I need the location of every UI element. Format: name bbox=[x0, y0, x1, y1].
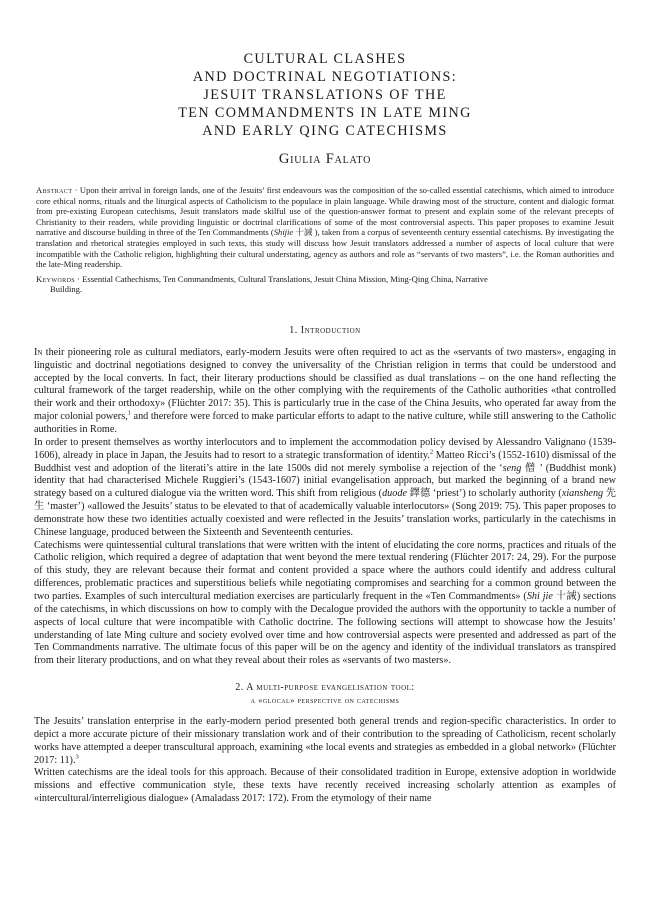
keywords-label: Keywords bbox=[36, 273, 76, 284]
keywords-text: Essential Cathechisms, Ten Commandments, Cultural Translations, Jesuit China Mission, Ming-Qing China, Narrative bbox=[82, 273, 488, 284]
keywords-separator: · bbox=[75, 273, 83, 284]
paragraph bbox=[34, 767, 616, 806]
section-1-body bbox=[34, 347, 616, 668]
text-run: Matteo Ricci’s (1552-1610) dismissal of the Buddhist vest and adoption of the literati’s attire in the late 1500s did not merely symbolise a rejection of the ‘ bbox=[34, 449, 616, 474]
section-heading bbox=[34, 682, 616, 706]
title-line: JESUIT TRANSLATIONS OF THE bbox=[203, 87, 447, 103]
text-run: Catechisms were quintessential cultural translations that were written with the intent of elucidating the core norms, practices and rituals of the Catholic religion, which required a degree of adaptation that went beyond the mere textual rendering (Flüchter 2017: 24, 29). For the purpose of this study, they are relevant because their format and content provided a space where the authors could identify and address cultural differences, problematic practices and superstitious beliefs while negotiating compromises and searching for a common ground between the two parties. Examples of such intercultural mediation exercises are particularly frequent in the «Ten Commandments» ( bbox=[34, 539, 616, 602]
section-heading-subtitle: a «glocal» perspective on catechisms bbox=[250, 695, 400, 706]
abstract-term: Shijie bbox=[273, 227, 294, 238]
keywords bbox=[34, 274, 616, 295]
title-line: AND DOCTRINAL NEGOTIATIONS: bbox=[192, 69, 458, 85]
title-line: CULTURAL CLASHES bbox=[243, 51, 407, 67]
author-name: Giulia Falato bbox=[278, 151, 372, 167]
abstract-text: 十誡 ), taken from a corpus of seventeenth century essential catechisms. By investigating the translation and rhetorical strategies employed in such texts, this study will discuss how Jesuit translators addressed a number of aspects of local culture that were incompatible with the Catholic religion, highlighting their cultural understating, agency as authors and role as “servants of two masters”, i.e. the Roman authorities and the late-Ming readership. bbox=[36, 227, 614, 270]
article-title bbox=[34, 50, 616, 140]
text-run: 鐸德 ‘priest’) to scholarly authority ( bbox=[406, 488, 562, 500]
term: duode bbox=[382, 488, 407, 500]
footnote-ref[interactable]: 3 bbox=[75, 753, 79, 761]
section-2-body bbox=[34, 716, 616, 806]
footnote-ref[interactable]: 2 bbox=[429, 448, 434, 456]
paragraph bbox=[34, 347, 616, 437]
text-run: In order to present themselves as worthy interlocutors and to implement the accommodation policy devised by Alessandro Valignano (1539-1606), already in place in Japan, the Jesuits had to resort to a strategic transformation of identity. bbox=[34, 436, 616, 461]
abstract-text: Upon their arrival in foreign lands, one of the Jesuits’ first endeavours was the composition of the so-called essential catechisms, which aimed to introduce core ethical norms, rituals and the liturgical aspects of Catholicism to the populace in plain language. While drawing most of the structure, content and dialogic format from pre-existing European catechisms, Jesuit translators made skilful use of the question-answer format to present and explain some of the relevant precepts of Christianity to their readers, while providing linguistic or doctrinal clarifications of some of the most controversial aspects. This paper proposes to examine Jesuit narrative and discourse building in three of the Ten Commandments ( bbox=[36, 185, 614, 238]
term: xiansheng bbox=[561, 488, 604, 500]
keywords-text-cont: Building. bbox=[50, 284, 83, 295]
title-line: AND EARLY QING CATECHISMS bbox=[202, 123, 448, 139]
paragraph bbox=[34, 437, 616, 540]
text-run: 十誡) sections of the catechisms, in which discussions on how to comply with the Decalogue provided the authors with the opportunity to tackle a number of aspects of local culture that were incompatible with Catholic doctrine. The following sections will attempt to showcase how the Jesuits’ understanding of late Ming culture and society evolved over time and how controversial aspects were presented and addressed as part of the Ten Commandments narrative. The ultimate focus of this paper will be on the agency and identity of the individual translators as transpired from their literary productions, and on what they reveal about their roles as «servants of two masters». bbox=[34, 590, 617, 667]
section-heading-title: 2. A multi-purpose evangelisation tool: bbox=[235, 682, 415, 694]
term: seng bbox=[502, 462, 522, 474]
text-run: Written catechisms are the ideal tools for this approach. Because of their consolidated tradition in Europe, extensive adoption in worldwide missions and effective communication style, these texts have recently received increasing scholarly attention as examples of «intercultural/interreligious dialogue» (Amaladass 2017: 172). From the etymology of their name bbox=[34, 767, 616, 805]
text-run: The Jesuits’ translation enterprise in the early-modern period presented both general trends and region-specific characteristics. In order to depict a more accurate picture of their missionary translation work and of their contribution to the spreading of Catholicism, recent scholarly works have attempted a deeper transcultural approach, examining «the local events and strategies as embedded in a global network» (Flüchter 2017: 11). bbox=[34, 716, 616, 766]
text-run: their pioneering role as cultural mediators, early-modern Jesuits were often required to act as the «servants of two masters», engaging in linguistic and doctrinal negotiations designed to convey the universality of the Christian religion in terms that could be understood and accepted by the local converts. In fact, their literary productions should be classified as dual translations – on the one hand reflecting the cultural framework of the target readership, while on the other complying with the requirements of the Catholic authorities «that controlled their work and their orthodoxy» (Flüchter 2017: 35). This is particularly true in the case of the China Jesuits, who operated far away from the major colonial powers, bbox=[34, 346, 616, 423]
paragraph bbox=[34, 540, 616, 668]
abstract bbox=[34, 185, 616, 270]
abstract-separator: · bbox=[72, 185, 80, 195]
text-run: and therefore were forced to make particular efforts to adapt to the native culture, while still answering to the Catholic authorities in Rome. bbox=[34, 411, 616, 435]
term: Shi jie bbox=[526, 590, 553, 602]
abstract-label: Abstract bbox=[36, 185, 73, 195]
text-run: 僧 ’ (Buddhist monk) identity that had characterised Michele Ruggieri’s (1543-1607) initial evangelisation approach, but marked the beginning of a brand new strategy based on a cultured dialogue via the written word. This shift from religious ( bbox=[34, 462, 617, 500]
title-line: TEN COMMANDMENTS IN LATE MING bbox=[178, 105, 472, 121]
paper-page bbox=[34, 0, 616, 806]
section-heading: 1. Introduction bbox=[289, 324, 361, 336]
paragraph bbox=[34, 716, 616, 767]
lead-word: In bbox=[34, 346, 43, 358]
text-run: 先生 ‘master’) «allowed the Jesuits’ status to be elevated to that of academically valuable interlocutors» (Song 2019: 75). This paper proposes to demonstrate how these two identities actually coexisted and were reflected in the Jesuits’ translation works, particularly in the catechisms in Chinese language, produced between the Sixteenth and Seventeenth centuries. bbox=[34, 488, 616, 538]
footnote-ref[interactable]: 1 bbox=[127, 409, 131, 417]
